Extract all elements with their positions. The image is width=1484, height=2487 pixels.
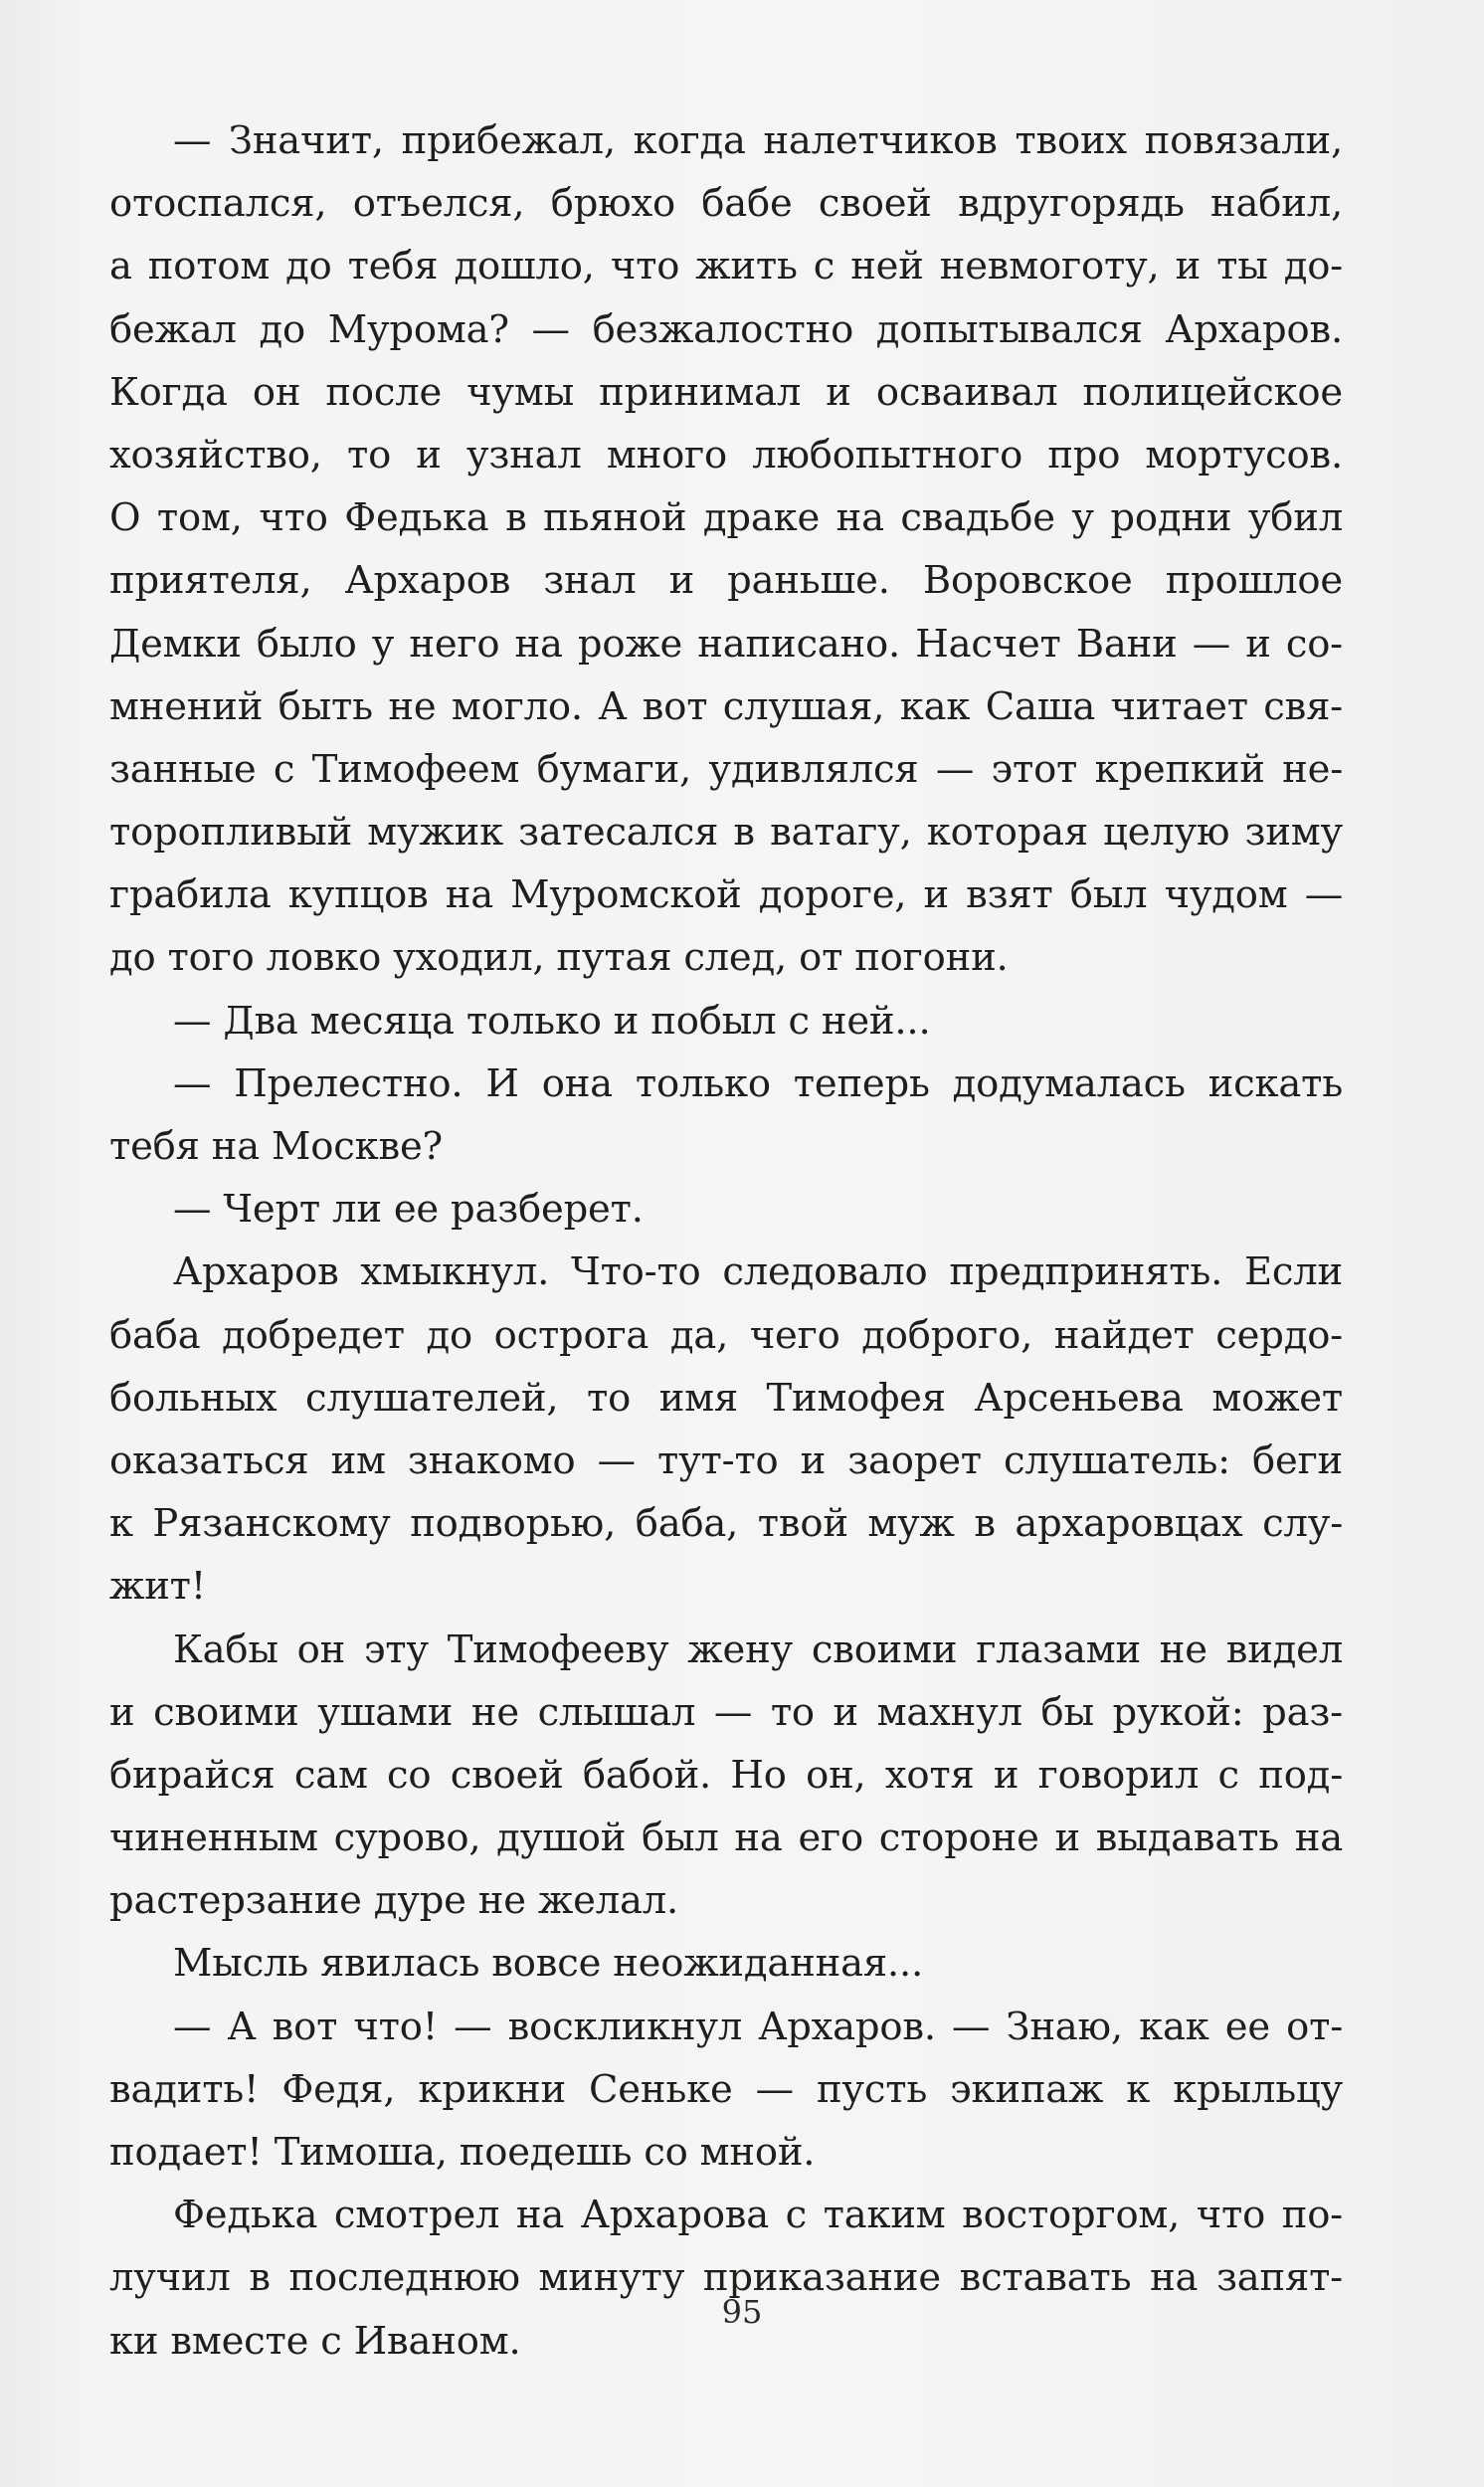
text-line: — А вот что! — воскликнул Архаров. — Знаю, как ее от- — [173, 2004, 1343, 2049]
text-line: О том, что Федька в пьяной драке на свадьбе у родни убил — [109, 495, 1343, 541]
text-line: торопливый мужик затесался в ватагу, которая целую зиму — [109, 810, 1343, 856]
text-line: Мысль явилась вовсе неожиданная... — [173, 1941, 924, 1987]
text-line: оказаться им знакомо — тут-то и заорет слушатель: беги — [109, 1437, 1343, 1483]
text-line: Федька смотрел на Архарова с таким восторгом, что по- — [173, 2193, 1343, 2238]
text-line: — Прелестно. И она только теперь додумалась искать — [173, 1060, 1343, 1106]
text-line: до того ловко уходил, путая след, от погони. — [109, 935, 1009, 981]
text-line: бежал до Мурома? — безжалостно допытывался Архаров. — [109, 306, 1343, 352]
text-line: баба добредет до острога да, чего доброго, найдет сердо- — [109, 1312, 1343, 1358]
text-line: бирайся сам со своей бабой. Но он, хотя и говорил с под- — [109, 1752, 1343, 1798]
text-line: растерзание дуре не желал. — [109, 1878, 678, 1924]
text-line: чиненным сурово, душой был на его стороне и выдавать на — [109, 1816, 1343, 1861]
text-line: а потом до тебя дошло, что жить с ней невмоготу, и ты до- — [109, 244, 1343, 289]
text-line: отоспался, отъелся, брюхо бабе своей вдругорядь набил, — [109, 181, 1343, 227]
text-line: мнений быть не могло. А вот слушая, как Саша читает свя- — [109, 683, 1343, 729]
text-line: к Рязанскому подворью, баба, твой муж в архаровцах слу- — [109, 1501, 1343, 1547]
text-line: больных слушателей, то имя Тимофея Арсеньева может — [109, 1375, 1343, 1421]
text-line: подает! Тимоша, поедешь со мной. — [109, 2130, 816, 2175]
text-line: и своими ушами не слышал — то и махнул бы рукой: раз- — [109, 1689, 1343, 1735]
text-line: тебя на Москве? — [109, 1124, 443, 1169]
text-line: лучил в последнюю минуту приказание вставать на запят- — [109, 2255, 1343, 2301]
page-number: 95 — [721, 2293, 763, 2331]
text-line: хозяйство, то и узнал много любопытного про мортусов. — [109, 432, 1343, 478]
text-line: Кабы он эту Тимофееву жену своими глазами не видел — [173, 1626, 1343, 1672]
text-line: занные с Тимофеем бумаги, удивлялся — этот крепкий не- — [109, 746, 1343, 792]
text-line: Архаров хмыкнул. Что-то следовало предпринять. Если — [173, 1249, 1343, 1295]
text-line: Демки было у него на роже написано. Насчет Вани — и со- — [109, 621, 1343, 667]
text-line: — Черт ли ее разберет. — [173, 1187, 644, 1233]
text-line: Когда он после чумы принимал и осваивал полицейское — [109, 369, 1343, 415]
text-line: вадить! Федя, крикни Сеньке — пусть экипаж к крыльцу — [109, 2066, 1343, 2112]
text-line: жит! — [109, 1564, 207, 1610]
text-line: приятеля, Архаров знал и раньше. Воровское прошлое — [109, 558, 1343, 604]
text-line: ки вместе с Иваном. — [109, 2318, 521, 2364]
text-line: грабила купцов на Муромской дороге, и взят был чудом — — [109, 872, 1343, 918]
text-line: — Два месяца только и побыл с ней... — [173, 998, 931, 1044]
text-line: — Значит, прибежал, когда налетчиков твоих повязали, — [173, 118, 1343, 163]
body-text — [109, 109, 1343, 2373]
